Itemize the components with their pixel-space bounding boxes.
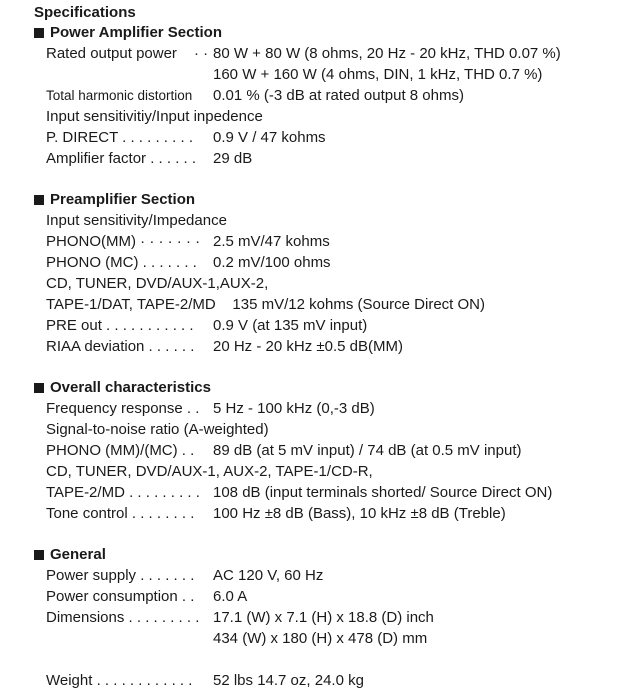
- snr-phono-value: 89 dB (at 5 mV input) / 74 dB (at 0.5 mV input): [213, 442, 522, 459]
- amplifier-factor-label: Amplifier factor . . . . . .: [46, 150, 197, 167]
- snr-tape2-label: TAPE-2/MD . . . . . . . . .: [46, 484, 200, 501]
- snr-phono-label: PHONO (MM)/(MC) . .: [46, 442, 195, 459]
- tone-control-label: Tone control . . . . . . . .: [46, 505, 195, 522]
- section-title: General: [50, 546, 106, 563]
- phono-mm-value: 2.5 mV/47 kohms: [213, 233, 330, 250]
- square-bullet-icon: [34, 383, 44, 393]
- power-amplifier-heading: [34, 24, 222, 41]
- phono-mm-label: PHONO(MM) · · · · · · ·: [46, 233, 201, 250]
- snr-label: Signal-to-noise ratio (A-weighted): [46, 421, 269, 438]
- power-supply-value: AC 120 V, 60 Hz: [213, 567, 324, 584]
- dimensions-label: Dimensions . . . . . . . . .: [46, 609, 200, 626]
- rated-output-label: Rated output power: [46, 45, 177, 62]
- power-consumption-label: Power consumption . .: [46, 588, 195, 605]
- snr-tape2-value: 108 dB (input terminals shorted/ Source Direct ON): [213, 484, 553, 501]
- snr-line-inputs-text: CD, TUNER, DVD/AUX-1, AUX-2, TAPE-1/CD-R,: [46, 463, 373, 480]
- square-bullet-icon: [34, 28, 44, 38]
- input-sensitivity-label: Input sensitivitiy/Input inpedence: [46, 108, 263, 125]
- pre-out-value: 0.9 V (at 135 mV input): [213, 317, 368, 334]
- tone-control-value: 100 Hz ±8 dB (Bass), 10 kHz ±8 dB (Treble): [213, 505, 506, 522]
- preamplifier-heading: [34, 191, 195, 208]
- thd-value: 0.01 % (-3 dB at rated output 8 ohms): [213, 87, 464, 104]
- pre-out-label: PRE out . . . . . . . . . . .: [46, 317, 194, 334]
- riaa-label: RIAA deviation . . . . . .: [46, 338, 195, 355]
- pre-sensitivity-label: Input sensitivity/Impedance: [46, 212, 227, 229]
- overall-heading: [34, 379, 211, 396]
- square-bullet-icon: [34, 550, 44, 560]
- power-supply-label: Power supply . . . . . . .: [46, 567, 195, 584]
- amplifier-factor-value: 29 dB: [213, 150, 253, 167]
- p-direct-label: P. DIRECT . . . . . . . . .: [46, 129, 193, 146]
- p-direct-value: 0.9 V / 47 kohms: [213, 129, 326, 146]
- rated-output-value-1: 80 W + 80 W (8 ohms, 20 Hz - 20 kHz, THD 0.07 %): [213, 45, 561, 62]
- phono-mc-label: PHONO (MC) . . . . . . .: [46, 254, 197, 271]
- thd-label: Total harmonic distortion: [46, 88, 193, 103]
- section-title: Overall characteristics: [50, 379, 211, 396]
- power-consumption-value: 6.0 A: [213, 588, 248, 605]
- section-title: Preamplifier Section: [50, 191, 196, 208]
- frequency-response-label: Frequency response . .: [46, 400, 200, 417]
- square-bullet-icon: [34, 195, 44, 205]
- line-inputs-text: CD, TUNER, DVD/AUX-1,AUX-2,: [46, 275, 269, 292]
- phono-mc-value: 0.2 mV/100 ohms: [213, 254, 331, 271]
- section-title: Power Amplifier Section: [50, 24, 222, 41]
- dimensions-value-inch: 17.1 (W) x 7.1 (H) x 18.8 (D) inch: [213, 609, 434, 626]
- frequency-response-value: 5 Hz - 100 kHz (0,-3 dB): [213, 400, 375, 417]
- rated-output-dots: · ·: [194, 45, 209, 62]
- tape-inputs-text: TAPE-1/DAT, TAPE-2/MD 135 mV/12 kohms (Source Direct ON): [46, 296, 486, 313]
- rated-output-value-2: 160 W + 160 W (4 ohms, DIN, 1 kHz, THD 0.7 %): [213, 66, 543, 83]
- page-title: Specifications: [34, 4, 136, 21]
- riaa-value: 20 Hz - 20 kHz ±0.5 dB(MM): [213, 338, 403, 355]
- general-heading: [34, 546, 106, 563]
- dimensions-value-mm: 434 (W) x 180 (H) x 478 (D) mm: [213, 630, 428, 647]
- weight-label: Weight . . . . . . . . . . . .: [46, 672, 193, 689]
- weight-value: 52 lbs 14.7 oz, 24.0 kg: [213, 672, 364, 689]
